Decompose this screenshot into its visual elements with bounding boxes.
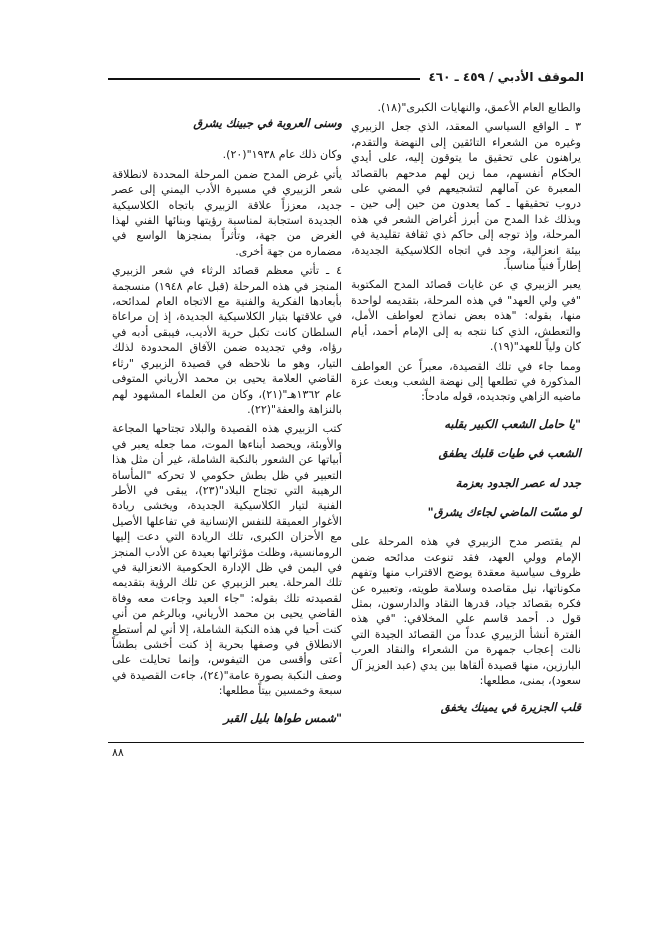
journal-title: الموقف الأدبي / ٤٥٩ ـ ٤٦٠ (428, 70, 584, 84)
header-rule (108, 78, 420, 80)
verse-line: "شمس طواها بليل القبر (223, 710, 342, 725)
verse-line: لو مسّت الماضي لجاءك يشرق" (427, 504, 581, 519)
paragraph: ٤ ـ تأتي معظم قصائد الرثاء في شعر الزبيري المنجز في هذه المرحلة (قبل عام ١٩٤٨) منسجمة بأبعادها الفكرية والفنية مع الاتجاه العام لمدائحه، في علاقتها بتيار الكلاسيكية الجديدة، إذ إن مراعاة السلطان كانت تكبل حرية الأديب، فيبقى أدبه في رؤاه، وفي تجديده ضمن الآفاق المحدودة لذلك التيار، وهو ما نلاحظه في قصيدة الزبيري "رثاء القاضي العلامة يحيى بن محمد الأرياني المتوفى عام ١٣٦٢هـ"(٢١)، وكان من العلماء المشهود لهم بالنزاهة والعفة"(٢٢). (112, 264, 343, 416)
verse-line: الشعب في طيات قلبك يطفق (438, 446, 581, 461)
left-column (112, 116, 342, 740)
footer-rule (108, 742, 584, 743)
page-number: ٨٨ (112, 746, 124, 759)
paragraph: ومما جاء في تلك القصيدة، معبراً عن العواطف المذكورة في تطلعها إلى نهضة الشعب وبعث عزة ماضيه الزاهي وتجديده، قوله مادحاً: (351, 359, 581, 404)
paragraph: ٣ ـ الواقع السياسي المعقد، الذي جعل الزبيري وغيره من الشعراء التائقين إلى النهضة والتقدم، يراهنون على تحقيق ما يتوقون إليه، على أيدي الحكام أنفسهم، مما زين لهم مدحهم بالقصائد المعبرة عن آمالهم لتشجيعهم في المضي على دروب تحقيقها ـ كما يعدون من حين إلى حين ـ وبذلك غدا المدح من أبرز أغراض الشعر في هذه المرحلة، وإذ توجه إلى حاكم ذي ثقافة تقليدية في بيئة انعزالية، وجد في اتجاه الكلاسيكية الجديدة، إطاراً فنياً مناسباً. (351, 120, 581, 273)
page-header (108, 60, 584, 86)
paragraph: والطابع العام الأعمق، والنهايات الكبرى"(١٨). (377, 101, 581, 114)
verse-line: قلب الجزيرة في يمينك يخفق (440, 700, 581, 715)
paragraph: لم يقتصر مدح الزبيري في هذه المرحلة على الإمام وولي العهد، فقد تنوعت مدائحه ضمن ظروف سياسية معقدة يوضح الاقتراب منها وتفهم مكوناتها، نيل مقاصده وسلامة طويته، وتعبيره عن فكره بقصائد جياد، قدرها النقاد والدارسون، بمثل قول د. أحمد قاسم علي المخلافي: "في هذه الفترة أنشأ الزبيري عدداً من القصائد الجيدة التي نالت إعجاب جمهرة من الشعراء والنقاد العرب البارزين، منها قصيدة ألقاها بين يدي (عبد العزيز آل سعود)، بمنى، مطلعها: (351, 535, 581, 687)
paragraph: وكان ذلك عام ١٩٣٨"(٢٠). (222, 148, 342, 162)
verse-line: جدد له عصر الجدود بعزمة (455, 475, 581, 490)
paragraph: كتب الزبيري هذه القصيدة والبلاد تجتاحها المجاعة والأوبئة، ويحصد أبناءها الموت، مما جعله يعبر في أبياتها عن الشعور بالنكبة الشاملة، غير أن مثل هذا التعبير في ظل بطش حكومي لا تحركه "المأساة الرهيبة التي تجتاح البلاد"(٢٣)، يبقى في الأطر الفنية لتيار الكلاسيكية الجديدة، ويخشى ريادة الأغوار العميقة للنفس الإنسانية في تفاعلها الأصيل مع الأحزان الكبرى، تلك الريادة التي دعت إليها الرومانسية، وظلت مؤثراتها بعيدة عن الأدب المنجز في اليمن في ظل الإدارة الحكومية الانعزالية في تلك المرحلة. يعبر الزبيري عن تلك الرؤية بتقديمه لقصيدته تلك بقوله: "جاء العيد وجاءت معه وفاة القاضي يحيى بن محمد الأرياني، وبالرغم من أني كنت أحيا في هذه النكبة الشاملة، إلا أني لم أستطع الانطلاق في وصفها بحرية إذ كنت أخشى بطشاً أعتى وأقسى من التيفوس، وإنما تحايلت على وصف النكبة بصورة عامة"(٢٤)، جاءت القصيدة في سبعة وخمسين بيتاً مطلعها: (112, 422, 343, 698)
verse-heading: وسنى العروبة في جبينك يشرق (193, 116, 342, 130)
right-column (351, 100, 581, 730)
paragraph: يعبر الزبيري ي عن غايات قصائد المدح المكتوبة "في ولي العهد" في هذه المرحلة، بتقديمه لواحدة منها، بقوله: "هذه بعض نماذج لعواطف الأمل، والتعطش، الذي كنا نتجه به إلى الإمام أحمد، أيام كان ولياً للعهد"(١٩). (351, 278, 581, 354)
paragraph: يأتي غرض المدح ضمن المرحلة المحددة لانطلاقة شعر الزبيري في مسيرة الأدب اليمني إلى عصر جديد، معززاً علاقة الزبيري باتجاه الكلاسيكية الجديدة استجابة لمناسبة رؤيتها وبنائها الفني لهذا الغرض من جهة، وتأثراً بمنجزها الواسع في مضماره من جهة أخرى. (112, 167, 342, 258)
verse-line: "يا حامل الشعب الكبير بقلبه (444, 416, 581, 431)
